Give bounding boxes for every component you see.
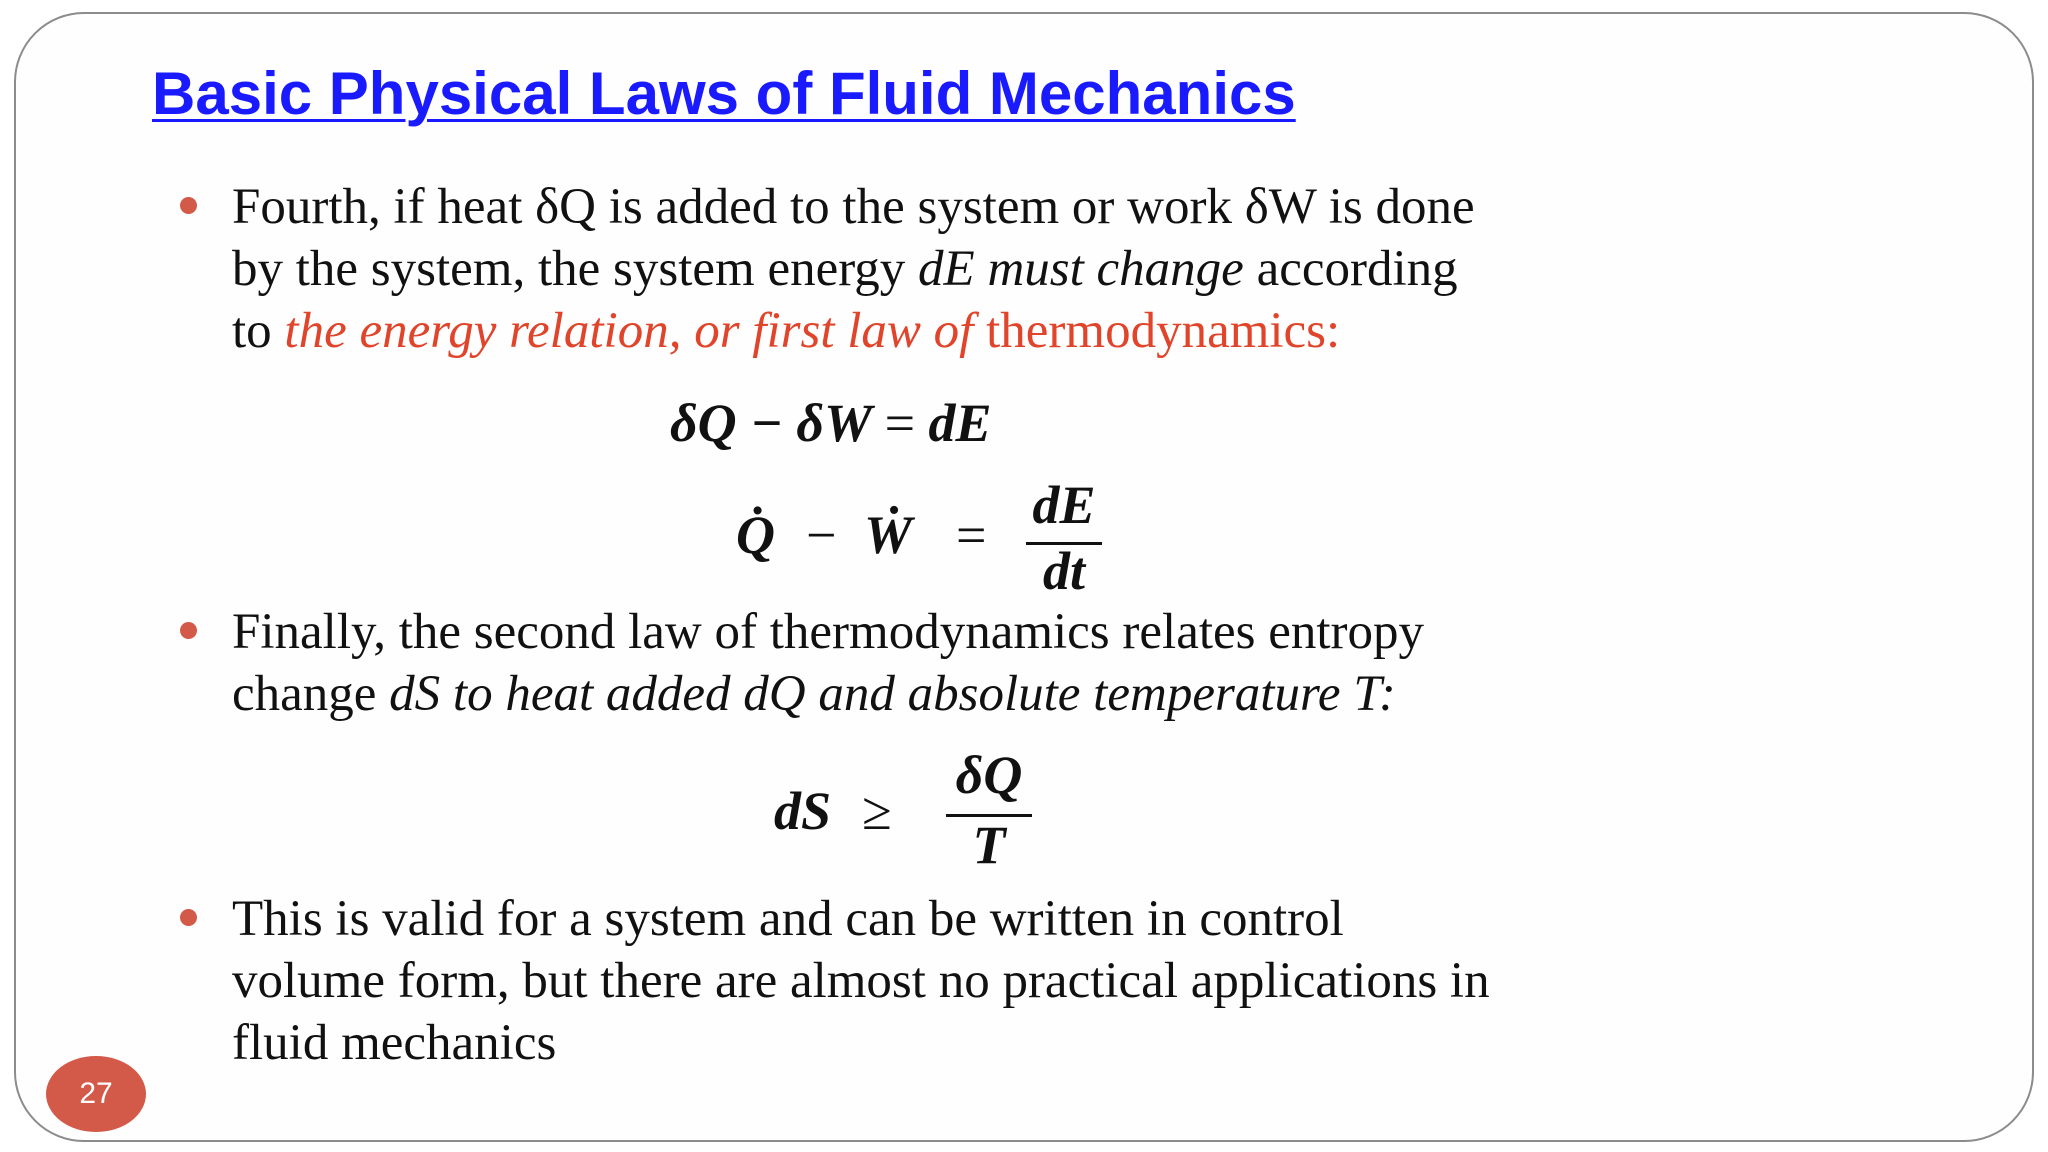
equation-2-w-dot: Ẇ	[864, 505, 913, 565]
bullet-3-line-2	[232, 950, 1490, 1012]
bullet-1-line-2-italic: dE must change	[918, 241, 1244, 297]
equation-2-denominator: dt	[1042, 541, 1085, 601]
bullet-2-line-1	[232, 601, 1424, 663]
equation-3-greater-equal: ≥	[862, 781, 892, 841]
bullet-1-line-2-end: according	[1243, 241, 1458, 297]
equation-first-law	[670, 392, 992, 454]
bullet-2-line-2	[232, 663, 1396, 725]
equation-3-lhs: dS	[774, 781, 832, 841]
equation-3-numerator: δQ	[955, 745, 1023, 805]
equation-2-equals: =	[956, 505, 987, 565]
bullet-3-line-1	[232, 888, 1344, 950]
equation-second-law	[774, 745, 1074, 880]
slide	[14, 12, 2034, 1142]
page-number-badge	[46, 1056, 146, 1132]
bullet-1-line-3-end: thermodynamics:	[973, 303, 1341, 359]
equation-2-q-dot: Q̇	[736, 505, 775, 565]
equation-2-numerator: dE	[1032, 475, 1096, 535]
bullet-marker-2	[180, 622, 197, 639]
page-number: 27	[79, 1077, 113, 1110]
slide-title: Basic Physical Laws of Fluid Mechanics	[152, 60, 1296, 127]
bullet-1-line-1	[232, 176, 1475, 238]
equation-3-denominator: T	[972, 815, 1006, 875]
bullet-1-line-3	[232, 300, 1340, 362]
equation-1-lhs: δQ − δW	[670, 393, 872, 453]
bullet-1-line-1-text: Fourth, if heat δQ is added to the system or work δW is done	[232, 179, 1475, 235]
bullet-2-line-2-italic: dS to heat added dQ and absolute temperature T:	[389, 666, 1396, 722]
bullet-marker-1	[180, 197, 197, 214]
bullet-2-line-1-text: Finally, the second law of thermodynamics relates entropy	[232, 604, 1425, 660]
bullet-3-line-2-text: volume form, but there are almost no practical applications in	[232, 953, 1490, 1009]
bullet-marker-3	[180, 909, 197, 926]
bullet-1-line-2-text: by the system, the system energy	[232, 241, 919, 297]
bullet-3-line-3-text: fluid mechanics	[232, 1015, 557, 1071]
bullet-1-line-2	[232, 238, 1458, 300]
bullet-3-line-3	[232, 1012, 556, 1074]
equation-1-equals: =	[884, 393, 916, 453]
equation-2-minus: −	[806, 505, 837, 565]
equation-1-rhs: dE	[928, 393, 992, 453]
bullet-2-line-2-text: change	[232, 666, 390, 722]
first-law-highlight: the energy relation, or first law of	[284, 303, 974, 359]
equation-rate-form	[736, 475, 1136, 610]
bullet-1-line-3-text: to	[232, 303, 285, 359]
bullet-3-line-1-text: This is valid for a system and can be written in control	[232, 891, 1344, 947]
